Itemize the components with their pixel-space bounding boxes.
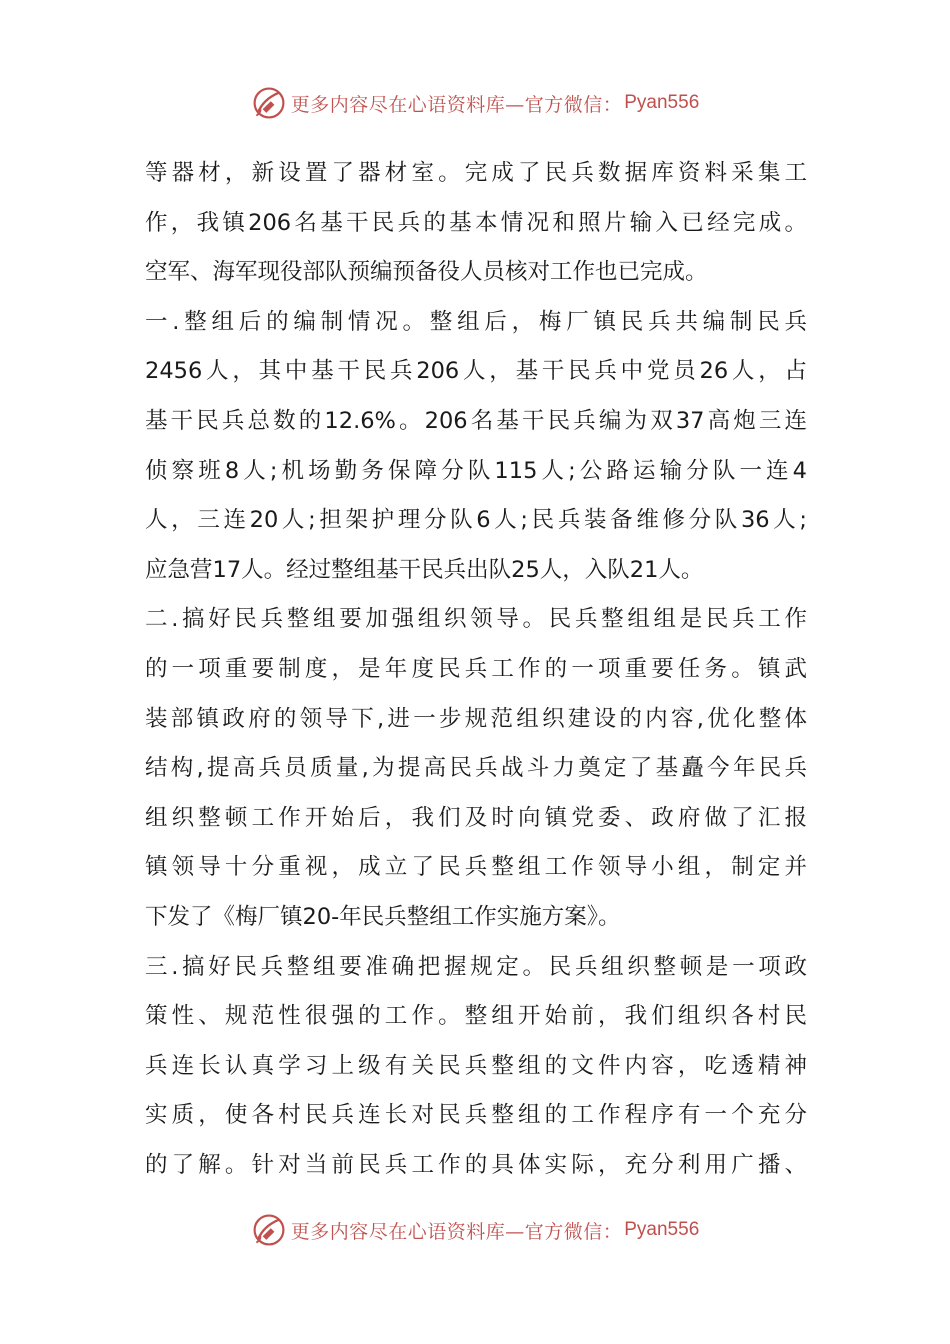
body-line: 结构,提高兵员质量,为提高民兵战斗力奠定了基矗今年民兵 (145, 755, 807, 782)
body-line: 兵连长认真学习上级有关民兵整组的文件内容，吃透精神 (145, 1052, 807, 1079)
body-line: 人，三连20人;担架护理分队6人;民兵装备维修分队36人; (145, 507, 807, 534)
body-line: 作，我镇206名基干民兵的基本情况和照片输入已经完成。 (145, 209, 807, 236)
header-wechat-id: Pyan556 (624, 92, 700, 113)
body-line: 三.搞好民兵整组要准确把握规定。民兵组织整顿是一项政 (145, 953, 807, 980)
body-line: 策性、规范性很强的工作。整组开始前，我们组织各村民 (145, 1003, 807, 1030)
footer-wechat-id: Pyan556 (624, 1219, 700, 1240)
body-line: 2456人，其中基干民兵206人，基干民兵中党员26人，占 (145, 358, 807, 385)
body-line: 装部镇政府的领导下,进一步规范组织建设的内容,优化整体 (145, 705, 807, 732)
header-banner-text: 更多内容尽在心语资料库—官方微信： (290, 93, 623, 116)
body-line: 的一项重要制度，是年度民兵工作的一项重要任务。镇武 (145, 655, 807, 682)
body-line: 一.整组后的编制情况。整组后，梅厂镇民兵共编制民兵 (145, 308, 807, 335)
footer-banner-text: 更多内容尽在心语资料库—官方微信： (290, 1220, 623, 1243)
body-line: 组织整顿工作开始后，我们及时向镇党委、政府做了汇报 (145, 804, 807, 831)
pen-logo-icon (251, 1212, 287, 1248)
body-line: 等器材，新设置了器材室。完成了民兵数据库资料采集工 (145, 160, 807, 186)
body-line: 基干民兵总数的12.6%。206名基干民兵编为双37高炮三连 (145, 407, 807, 434)
body-line: 的了解。针对当前民兵工作的具体实际，充分利用广播、 (145, 1151, 807, 1178)
body-line: 实质，使各村民兵连长对民兵整组的工作程序有一个充分 (145, 1102, 807, 1129)
body-line: 下发了《梅厂镇20-年民兵整组工作实施方案》。 (145, 903, 621, 930)
document-body (145, 149, 807, 1190)
body-line: 镇领导十分重视，成立了民兵整组工作领导小组，制定并 (145, 854, 807, 881)
pen-logo-icon (251, 85, 287, 121)
body-line: 二.搞好民兵整组要加强组织领导。民兵整组组是民兵工作 (145, 606, 807, 633)
body-line: 空军、海军现役部队预编预备役人员核对工作也已完成。 (145, 259, 708, 286)
body-line: 侦察班8人;机场勤务保障分队115人;公路运输分队一连4 (145, 457, 807, 484)
header-banner (0, 83, 950, 123)
footer-banner (0, 1210, 950, 1250)
body-line: 应急营17人。经过整组基干民兵出队25人，入队21人。 (145, 556, 704, 583)
